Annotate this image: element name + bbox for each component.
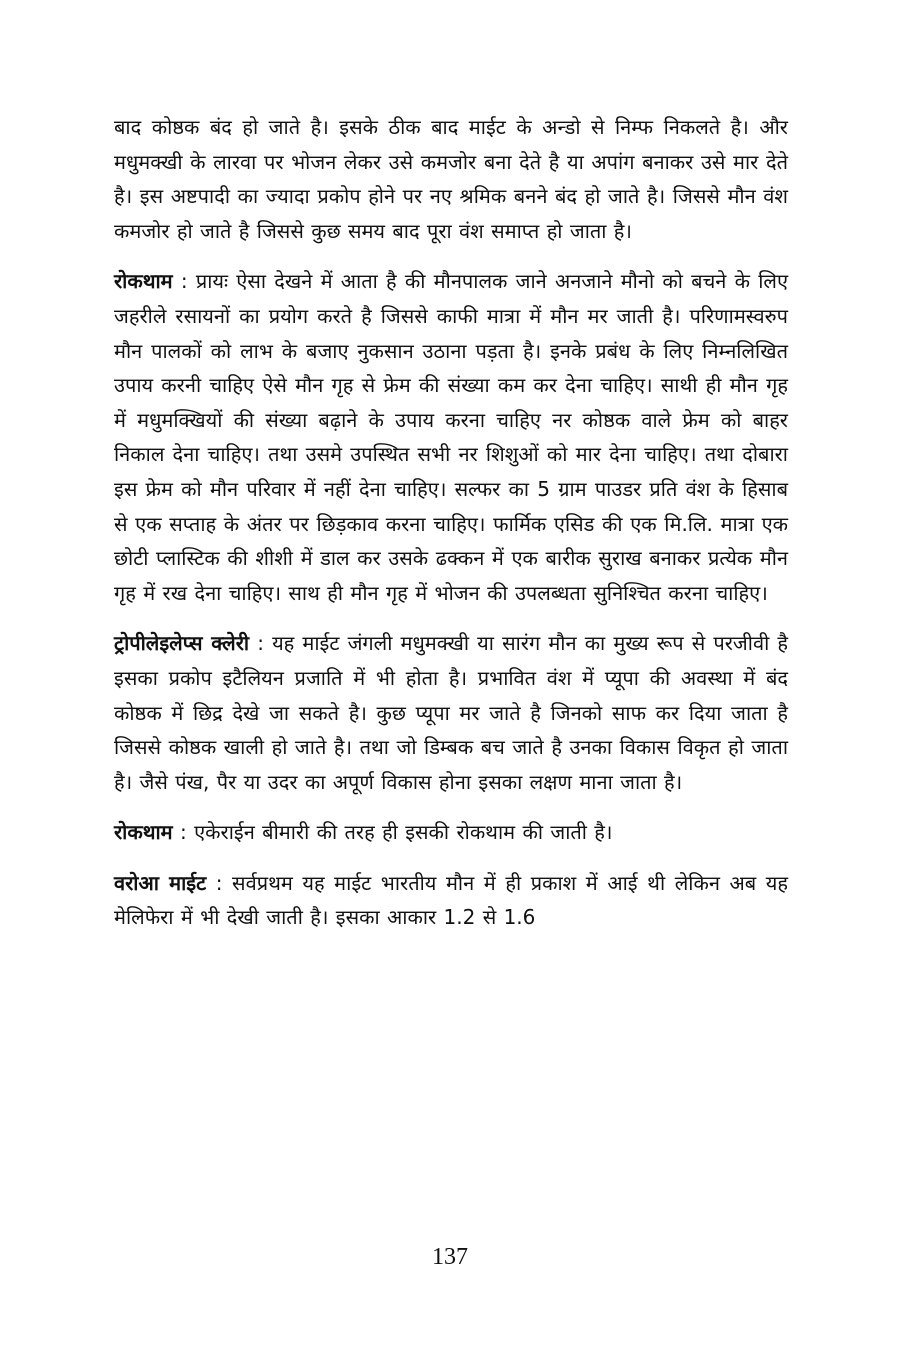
paragraph-text: : यह माईट जंगली मधुमक्खी या सारंग मौन का मुख्य रूप से परजीवी है इसका प्रकोप इटैलियन प्रजाति में भी होता है। प्रभावित वंश में प्यूपा की अवस्था में बंद कोष्ठक में छिद्र देखे जा सकते है। कुछ प्यूपा मर जाते है जिनको साफ कर दिया जाता है जिससे कोष्ठक खाली हो जाते है। तथा जो डिम्बक बच जाते है उनका विकास विकृत हो जाता है। जैसे पंख, पैर या उदर का अपूर्ण विकास होना इसका लक्षण माना जाता है। bbox=[114, 631, 788, 794]
paragraph-heading: रोकथाम bbox=[114, 820, 173, 845]
paragraph-text: बाद कोष्ठक बंद हो जाते है। इसके ठीक बाद माईट के अन्डो से निम्फ निकलते है। और मधुमक्खी के लारवा पर भोजन लेकर उसे कमजोर बना देते है या अपांग बनाकर उसे मार देते है। इस अष्टपादी का ज्यादा प्रकोप होने पर नए श्रमिक बनने बंद हो जाते है। जिससे मौन वंश कमजोर हो जाते है जिससे कुछ समय बाद पूरा वंश समाप्त हो जाता है। bbox=[114, 115, 788, 243]
paragraph-heading: ट्रोपीलेइलेप्स क्लेरी bbox=[114, 631, 250, 656]
paragraph-prevention bbox=[114, 264, 788, 610]
paragraph-text: : एकेराईन बीमारी की तरह ही इसकी रोकथाम की जाती है। bbox=[172, 820, 613, 845]
paragraph-tropilaelaps-clareae bbox=[114, 626, 788, 799]
paragraph-heading: वरोआ माईट bbox=[114, 870, 207, 895]
paragraph-varroa-mite bbox=[114, 866, 788, 935]
paragraph-heading: रोकथाम bbox=[114, 269, 173, 294]
paragraph-text: : प्रायः ऐसा देखने में आता है की मौनपालक जाने अनजाने मौनो को बचने के लिए जहरीले रसायनों का प्रयोग करते है जिससे काफी मात्रा में मौन मर जाती है। परिणामस्वरुप मौन पालकों को लाभ के बजाए नुकसान उठाना पड़ता है। इनके प्रबंध के लिए निम्नलिखित उपाय करनी चाहिए ऐसे मौन गृह से फ्रेम की संख्या कम कर देना चाहिए। साथी ही मौन गृह में मधुमक्खियों की संख्या बढ़ाने के उपाय करना चाहिए नर कोष्ठक वाले फ्रेम को बाहर निकाल देना चाहिए। तथा उसमे उपस्थित सभी नर शिशुओं को मार देना चाहिए। तथा दोबारा इस फ्रेम को मौन परिवार में नहीं देना चाहिए। सल्फर का 5 ग्राम पाउडर प्रति वंश के हिसाब से एक सप्ताह के अंतर पर छिड़काव करना चाहिए। फार्मिक एसिड की एक मि.लि. मात्रा एक छोटी प्लास्टिक की शीशी में डाल कर उसके ढक्कन में एक बारीक सुराख बनाकर प्रत्येक मौन गृह में रख देना चाहिए। साथ ही मौन गृह में भोजन की उपलब्धता सुनिश्चित करना चाहिए। bbox=[114, 269, 788, 605]
paragraph-mite-damage bbox=[114, 110, 788, 248]
page-body bbox=[114, 110, 788, 951]
paragraph-prevention-2 bbox=[114, 815, 788, 850]
page-number: 137 bbox=[432, 1244, 468, 1270]
paragraph-text: : सर्वप्रथम यह माईट भारतीय मौन में ही प्रकाश में आई थी लेकिन अब यह मेलिफेरा में भी देखी जाती है। इसका आकार 1.2 से 1.6 bbox=[114, 870, 788, 930]
